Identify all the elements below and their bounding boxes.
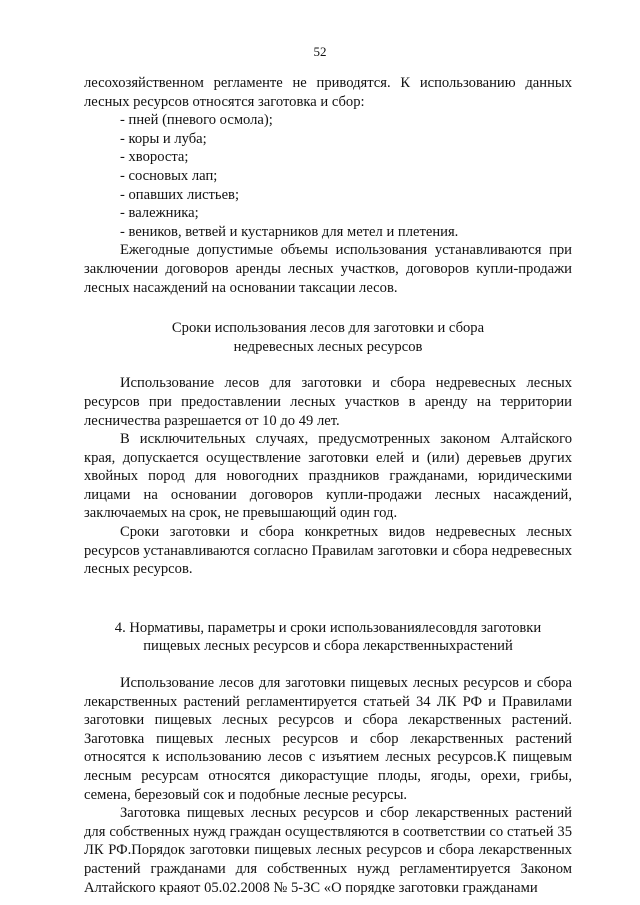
body-paragraph: Использование лесов для заготовки пищевых лесных ресурсов и сбора лекарственных растений регламентируется статьей 34 ЛК РФ и Правилами заготовки пищевых лесных ресурсов и сбора лекарственных растений. Заготовка пищевых лесных ресурсов и сбор лекарственных растений относятся к использованию лесов с изъятием лесных ресурсов.К пищевым лесным ресурсам относятся дикорастущие плоды, ягоды, орехи, грибы, семена, березовый сок и подобные лесные ресурсы. [84,675,572,803]
list-item: - веников, ветвей и кустарников для метел и плетения. [120,223,459,240]
intro-lead-paragraph: лесохозяйственном регламенте не приводятся. К использованию данных лесных ресурсов относятся заготовка и сбор: [84,75,572,110]
heading-line: 4. Нормативы, параметры и сроки использованиялесовдля заготовки [114,619,542,636]
section-heading-terms [84,319,572,356]
resource-list [84,111,572,241]
section-heading-4 [84,619,572,656]
list-item: - сосновых лап; [120,167,218,184]
body-paragraph: Использование лесов для заготовки и сбора недревесных лесных ресурсов при предоставлении лесных участков в аренду на территории лесничества разрешается от 10 до 49 лет. [84,375,572,429]
heading-line: пищевых лесных ресурсов и сбора лекарственныхрастений [143,638,513,655]
page-body [84,74,572,897]
list-item: - коры и луба; [120,130,207,147]
list-item: - валежника; [120,205,199,222]
volumes-paragraph: Ежегодные допустимые объемы использования устанавливаются при заключении договоров аренды лесных участков, договоров купли-продажи лесных насаждений на основании таксации лесов. [84,242,572,296]
heading-line: недревесных лесных ресурсов [233,338,423,355]
page-number: 52 [313,44,327,59]
list-item: - хвороста; [120,149,189,166]
list-item: - пней (пневого осмола); [120,112,273,129]
body-paragraph: В исключительных случаях, предусмотренных законом Алтайского края, допускается осуществление заготовки елей и (или) деревьев других хвойных пород для новогодних праздников гражданами, юридическими лицами на основании договоров купли-продажи лесных насаждений, заключаемых на срок, не превышающий один год. [84,431,572,522]
body-paragraph: Сроки заготовки и сбора конкретных видов недревесных лесных ресурсов устанавливаются согласно Правилам заготовки и сбора недревесных лесных ресурсов. [84,524,572,578]
body-paragraph: Заготовка пищевых лесных ресурсов и сбор лекарственных растений для собственных нужд граждан осуществляются в соответствии со статьей 35 ЛК РФ.Порядок заготовки пищевых лесных ресурсов и сбора лекарственных растений гражданами для собственных нужд регламентируется Законом Алтайского краяот 05.02.2008 № 5-ЗС «О порядке заготовки гражданами [84,805,572,896]
list-item: - опавших листьев; [120,186,240,203]
heading-line: Сроки использования лесов для заготовки и сбора [171,320,485,337]
